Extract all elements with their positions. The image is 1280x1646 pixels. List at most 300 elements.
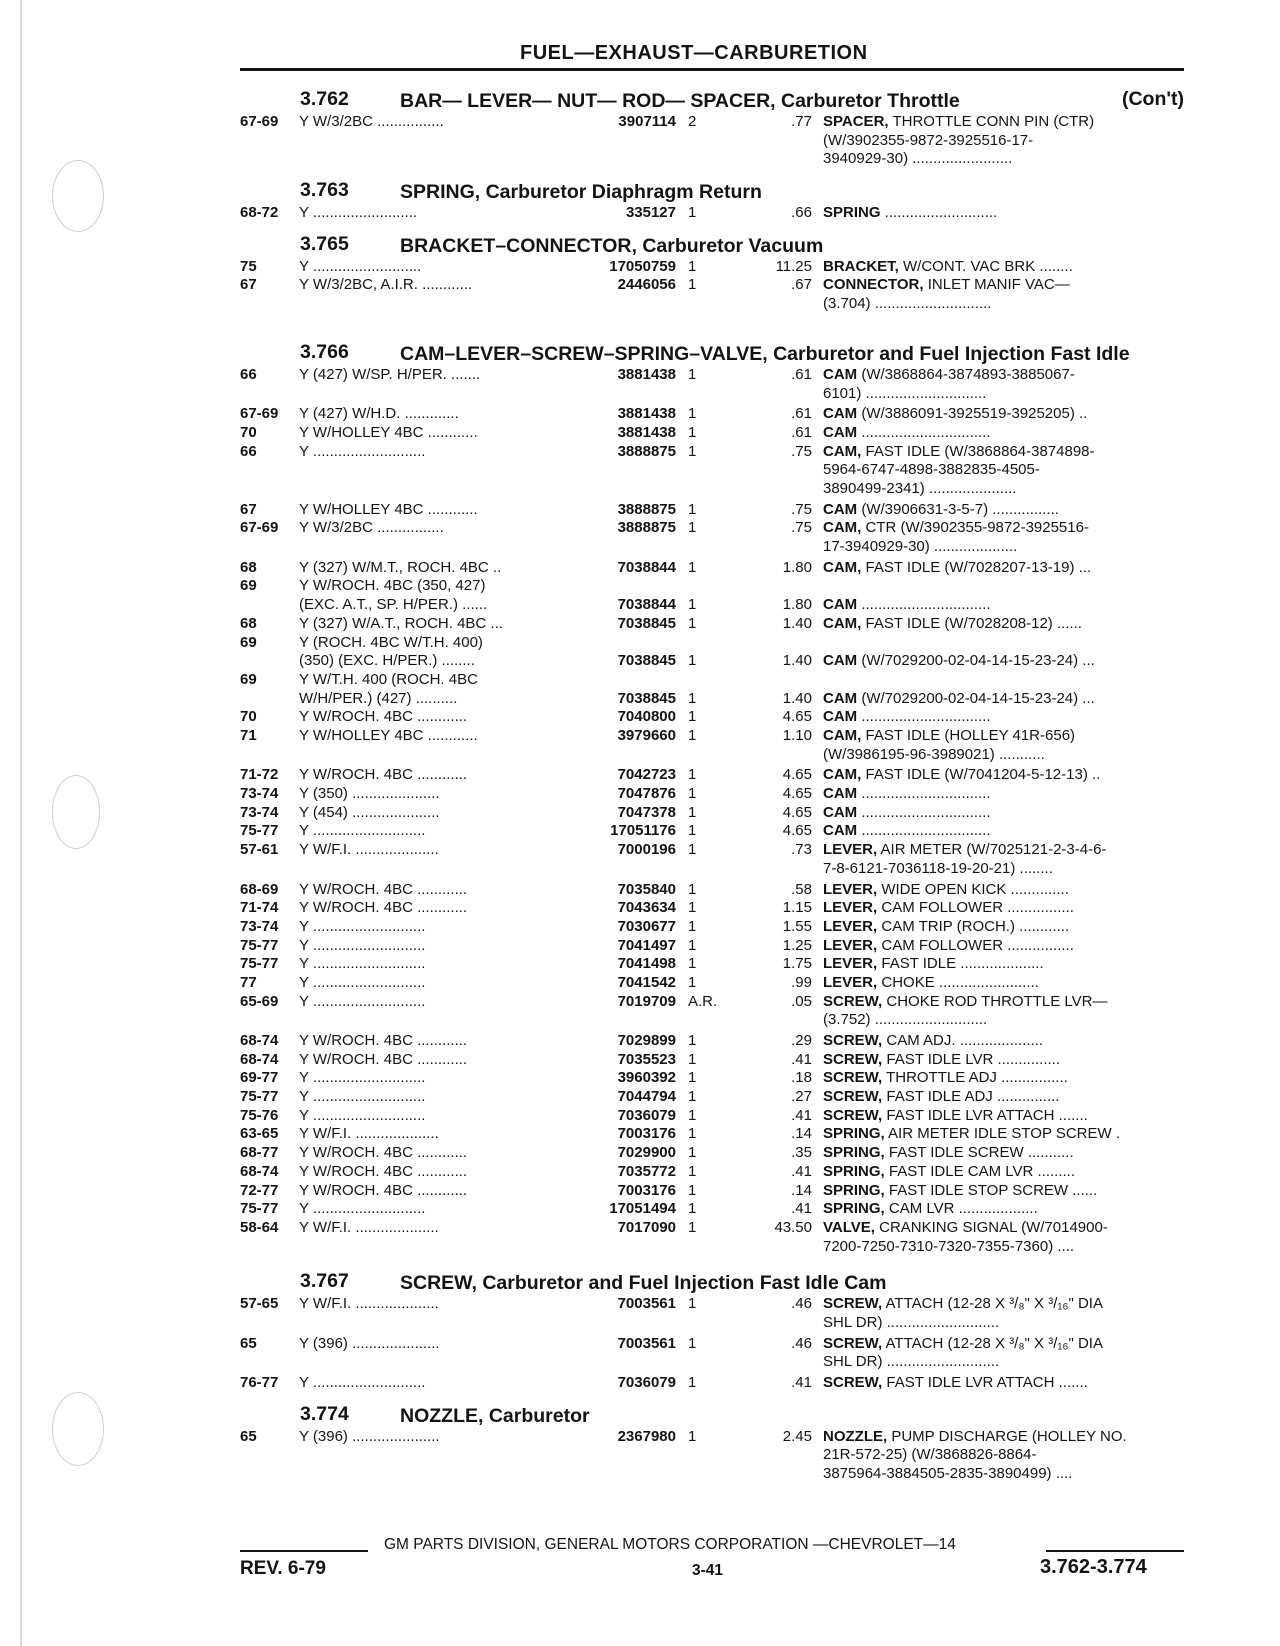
part-detail: CHOKE ........................ xyxy=(877,973,1039,991)
year-range: 68 xyxy=(240,558,257,576)
description-line xyxy=(823,295,1184,314)
part-name: CAM xyxy=(823,822,858,840)
model-application: Y ........................... xyxy=(299,1200,426,1218)
quantity: 1 xyxy=(688,899,697,917)
quantity: 1 xyxy=(688,1050,697,1068)
part-row xyxy=(240,1125,1184,1144)
quantity: 1 xyxy=(688,1295,697,1313)
part-name: CAM, xyxy=(823,766,862,784)
part-detail: ATTACH (12-28 X ³/₈" X ³/₁₆" DIA xyxy=(882,1334,1103,1352)
price: .75 xyxy=(791,519,812,537)
part-row xyxy=(240,596,1184,615)
header-rule xyxy=(240,68,1184,71)
part-description xyxy=(823,1051,1184,1070)
part-row xyxy=(240,204,1184,223)
part-row xyxy=(240,804,1184,823)
description-line xyxy=(823,1465,1184,1484)
part-description xyxy=(823,974,1184,993)
footer-rule-right xyxy=(1046,1550,1184,1552)
price: .67 xyxy=(791,276,812,294)
description-line xyxy=(823,501,1184,520)
model-application: Y ........................... xyxy=(299,973,426,991)
description-line xyxy=(823,113,1184,132)
description-line xyxy=(823,841,1184,860)
part-number: 7038844 xyxy=(617,558,676,576)
quantity: 1 xyxy=(688,822,697,840)
section-number: 3.766 xyxy=(300,340,349,363)
description-line xyxy=(823,1219,1184,1238)
part-detail: SHL DR) ........................... xyxy=(823,1314,1000,1331)
model-application: Y W/F.I. .................... xyxy=(299,1125,439,1143)
price: .61 xyxy=(791,365,812,383)
year-range: 70 xyxy=(240,708,257,726)
part-detail: FAST IDLE (HOLLEY 41R-656) xyxy=(861,726,1076,744)
part-name: SPRING, xyxy=(823,1144,885,1162)
part-detail: (W/7029200-02-04-14-15-23-24) ... xyxy=(857,652,1095,670)
section-title: SCREW, Carburetor and Fuel Injection Fast Idle Cam xyxy=(400,1272,887,1295)
part-detail: ............................... xyxy=(857,596,991,614)
description-line xyxy=(823,538,1184,557)
section-header xyxy=(240,1262,1184,1295)
model-application: Y W/3/2BC, A.I.R. ............ xyxy=(299,276,473,294)
model-application: Y W/3/2BC ................ xyxy=(299,519,444,537)
description-line xyxy=(823,881,1184,900)
description-line xyxy=(823,276,1184,295)
price: 4.65 xyxy=(782,803,812,821)
part-row xyxy=(240,1144,1184,1163)
part-detail: SHL DR) ........................... xyxy=(823,1353,1000,1371)
part-description xyxy=(823,424,1184,443)
price: 1.40 xyxy=(782,689,812,707)
model-application: Y W/ROCH. 4BC ............ xyxy=(299,766,468,784)
year-range: 66 xyxy=(240,365,257,383)
price: 1.55 xyxy=(782,917,812,935)
description-line xyxy=(823,1032,1184,1051)
part-row xyxy=(240,881,1184,900)
year-range: 68-69 xyxy=(240,880,279,898)
section-number: 3.762 xyxy=(300,88,349,110)
part-name: CONNECTOR, xyxy=(823,276,924,294)
part-detail: FAST IDLE (W/7041204-5-12-13) .. xyxy=(861,766,1101,784)
quantity: 1 xyxy=(688,1427,697,1445)
part-description xyxy=(823,113,1184,169)
quantity: 1 xyxy=(688,689,697,707)
part-row xyxy=(240,1163,1184,1182)
part-number: 7047378 xyxy=(617,803,676,821)
part-number: 7003176 xyxy=(617,1181,676,1199)
price: 1.80 xyxy=(782,596,812,614)
part-detail: W/CONT. VAC BRK ........ xyxy=(898,257,1073,275)
part-row xyxy=(240,955,1184,974)
part-row xyxy=(240,443,1184,499)
model-application: Y W/ROCH. 4BC (350, 427) xyxy=(299,577,486,595)
part-row xyxy=(240,918,1184,937)
year-range: 70 xyxy=(240,423,257,441)
quantity: 1 xyxy=(688,405,697,423)
part-description xyxy=(823,708,1184,727)
part-detail: CAM FOLLOWER ................ xyxy=(877,936,1074,954)
price: .66 xyxy=(791,204,812,222)
part-description xyxy=(823,918,1184,937)
model-application: Y W/T.H. 400 (ROCH. 4BC xyxy=(299,670,478,688)
part-name: CAM, xyxy=(823,519,862,537)
part-row xyxy=(240,1051,1184,1070)
part-detail: 7200-7250-7310-7320-7355-7360) .... xyxy=(823,1237,1075,1255)
description-line xyxy=(823,652,1184,671)
part-detail: (W/7029200-02-04-14-15-23-24) ... xyxy=(857,689,1095,707)
part-detail: AIR METER (W/7025121-2-3-4-6- xyxy=(877,841,1107,859)
model-application: Y ........................... xyxy=(299,936,426,954)
part-number: 17051494 xyxy=(609,1200,676,1218)
description-line xyxy=(823,785,1184,804)
part-row xyxy=(240,501,1184,520)
description-line xyxy=(823,860,1184,879)
price: 4.65 xyxy=(782,785,812,803)
part-row xyxy=(240,1182,1184,1201)
part-description xyxy=(823,1335,1184,1372)
part-name: SCREW, xyxy=(823,1334,883,1352)
part-number: 17050759 xyxy=(609,257,676,275)
year-range: 67 xyxy=(240,500,257,518)
section-header xyxy=(240,225,1184,258)
description-line xyxy=(823,1088,1184,1107)
part-description xyxy=(823,690,1184,709)
year-range: 75-77 xyxy=(240,955,279,973)
part-description xyxy=(823,727,1184,764)
model-application: Y ........................... xyxy=(299,442,426,460)
part-description xyxy=(823,443,1184,499)
binder-hole-mark xyxy=(52,160,104,232)
part-detail: (W/3886091-3925519-3925205) .. xyxy=(857,405,1088,423)
year-range: 67 xyxy=(240,276,257,294)
year-range: 65 xyxy=(240,1427,257,1445)
part-description xyxy=(823,766,1184,785)
part-description xyxy=(823,519,1184,556)
price: .46 xyxy=(791,1334,812,1352)
quantity: 1 xyxy=(688,803,697,821)
part-detail: CAM FOLLOWER ................ xyxy=(877,899,1074,917)
part-row xyxy=(240,1069,1184,1088)
part-row xyxy=(240,424,1184,443)
description-line xyxy=(823,690,1184,709)
part-detail: ............................... xyxy=(857,822,991,840)
model-application: Y W/F.I. .................... xyxy=(299,841,439,859)
parts-listing xyxy=(240,80,1184,1486)
model-application: Y (427) W/H.D. ............. xyxy=(299,405,459,423)
price: .77 xyxy=(791,113,812,130)
year-range: 63-65 xyxy=(240,1125,279,1143)
binder-hole-mark xyxy=(52,1392,104,1466)
part-name: CAM, xyxy=(823,442,862,460)
description-line xyxy=(823,1125,1184,1144)
footer-rule-left xyxy=(240,1550,368,1552)
description-line xyxy=(823,974,1184,993)
model-application: Y .......................... xyxy=(299,257,422,275)
quantity: 1 xyxy=(688,204,697,222)
quantity: 1 xyxy=(688,257,697,275)
part-detail: FAST IDLE STOP SCREW ...... xyxy=(884,1181,1098,1199)
part-number: 7030677 xyxy=(617,917,676,935)
part-row xyxy=(240,671,1184,690)
year-range: 72-77 xyxy=(240,1181,279,1199)
part-number: 7041497 xyxy=(617,936,676,954)
model-application: Y W/F.I. .................... xyxy=(299,1295,439,1313)
part-row xyxy=(240,766,1184,785)
model-application: Y (327) W/A.T., ROCH. 4BC ... xyxy=(299,614,503,632)
section-header xyxy=(240,320,1184,366)
part-description xyxy=(823,955,1184,974)
model-application: Y (427) W/SP. H/PER. ....... xyxy=(299,365,481,383)
description-line xyxy=(823,405,1184,424)
description-line xyxy=(823,1335,1184,1354)
part-row xyxy=(240,993,1184,1030)
price: .18 xyxy=(791,1069,812,1087)
part-number: 3888875 xyxy=(617,500,676,518)
section-header xyxy=(240,171,1184,204)
part-description xyxy=(823,258,1184,277)
description-line xyxy=(823,1353,1184,1372)
part-detail: (W/3986195-96-3989021) ........... xyxy=(823,745,1045,763)
part-number: 7003561 xyxy=(617,1334,676,1352)
part-description xyxy=(823,596,1184,615)
part-number: 7036079 xyxy=(617,1106,676,1124)
description-line xyxy=(823,424,1184,443)
section-title: SPRING, Carburetor Diaphragm Return xyxy=(400,181,762,204)
part-detail: 6101) ............................. xyxy=(823,384,987,402)
description-line xyxy=(823,804,1184,823)
year-range: 69-77 xyxy=(240,1069,279,1087)
part-row xyxy=(240,113,1184,169)
year-range: 75-77 xyxy=(240,1088,279,1106)
part-number: 7017090 xyxy=(617,1218,676,1236)
price: 11.25 xyxy=(775,257,812,275)
price: .27 xyxy=(791,1088,812,1106)
year-range: 75-76 xyxy=(240,1106,279,1124)
part-detail: 3875964-3884505-2835-3890499) .... xyxy=(823,1465,1073,1483)
part-detail: 5964-6747-4898-3882835-4505- xyxy=(823,461,1040,479)
price: 4.65 xyxy=(782,822,812,840)
part-number: 7035840 xyxy=(617,880,676,898)
part-number: 7029899 xyxy=(617,1032,676,1050)
model-application: Y W/ROCH. 4BC ............ xyxy=(299,1050,468,1068)
description-line xyxy=(823,918,1184,937)
section-title: NOZZLE, Carburetor xyxy=(400,1404,590,1427)
part-detail: ............................... xyxy=(857,785,991,803)
part-detail: CRANKING SIGNAL (W/7014900- xyxy=(874,1218,1108,1236)
model-application: Y (350) ..................... xyxy=(299,785,440,803)
part-description xyxy=(823,1088,1184,1107)
part-name: CAM xyxy=(823,689,858,707)
quantity: 1 xyxy=(688,785,697,803)
quantity: 1 xyxy=(688,276,697,294)
description-line xyxy=(823,461,1184,480)
part-name: SCREW, xyxy=(823,1106,883,1124)
part-row xyxy=(240,841,1184,878)
quantity: 1 xyxy=(688,500,697,518)
part-number: 7019709 xyxy=(617,992,676,1010)
model-application: Y ........................... xyxy=(299,1374,426,1392)
price: .75 xyxy=(791,500,812,518)
price: .99 xyxy=(791,973,812,991)
part-name: CAM xyxy=(823,785,858,803)
quantity: 1 xyxy=(688,1106,697,1124)
quantity: 1 xyxy=(688,614,697,632)
model-application: Y W/HOLLEY 4BC ............ xyxy=(299,423,478,441)
description-line xyxy=(823,258,1184,277)
scan-edge-line xyxy=(20,0,22,1646)
quantity: 1 xyxy=(688,841,697,859)
description-line xyxy=(823,1374,1184,1393)
model-application: Y ........................... xyxy=(299,992,426,1010)
part-description xyxy=(823,1374,1184,1393)
year-range: 68-72 xyxy=(240,204,279,222)
price: .41 xyxy=(791,1374,812,1392)
part-name: CAM xyxy=(823,708,858,726)
part-row xyxy=(240,559,1184,578)
part-number: 7041498 xyxy=(617,955,676,973)
year-range: 67-69 xyxy=(240,113,279,130)
part-number: 3881438 xyxy=(617,405,676,423)
part-description xyxy=(823,652,1184,671)
part-number: 3979660 xyxy=(617,726,676,744)
quantity: 1 xyxy=(688,708,697,726)
part-row xyxy=(240,785,1184,804)
model-application: Y (396) ..................... xyxy=(299,1427,440,1445)
model-application: Y ........................... xyxy=(299,1069,426,1087)
section-header xyxy=(240,80,1184,113)
section-range: 3.762-3.774 xyxy=(1040,1556,1147,1578)
model-application: Y W/ROCH. 4BC ............ xyxy=(299,1181,468,1199)
part-name: SPRING, xyxy=(823,1162,885,1180)
part-name: SPRING xyxy=(823,204,881,222)
part-row xyxy=(240,727,1184,764)
part-detail: ............................... xyxy=(857,708,991,726)
description-line xyxy=(823,366,1184,385)
part-name: CAM xyxy=(823,596,858,614)
part-number: 7036079 xyxy=(617,1374,676,1392)
price: .05 xyxy=(791,992,812,1010)
part-detail: FAST IDLE CAM LVR ......... xyxy=(884,1162,1076,1180)
year-range: 71-74 xyxy=(240,899,279,917)
part-detail: 17-3940929-30) .................... xyxy=(823,538,1018,556)
part-number: 3881438 xyxy=(617,423,676,441)
part-row xyxy=(240,519,1184,556)
part-number: 7040800 xyxy=(617,708,676,726)
model-application: Y W/HOLLEY 4BC ............ xyxy=(299,726,478,744)
description-line xyxy=(823,708,1184,727)
price: .41 xyxy=(791,1106,812,1124)
part-row xyxy=(240,577,1184,596)
year-range: 68-74 xyxy=(240,1162,279,1180)
part-row xyxy=(240,899,1184,918)
part-name: CAM xyxy=(823,365,858,383)
price: 4.65 xyxy=(782,708,812,726)
part-description xyxy=(823,881,1184,900)
publisher-line: GM PARTS DIVISION, GENERAL MOTORS CORPORATION —CHEVROLET—14 xyxy=(384,1536,956,1553)
part-detail: FAST IDLE SCREW ........... xyxy=(884,1144,1074,1162)
part-row xyxy=(240,1335,1184,1372)
part-name: LEVER, xyxy=(823,880,878,898)
description-line xyxy=(823,385,1184,404)
year-range: 73-74 xyxy=(240,917,279,935)
description-line xyxy=(823,1295,1184,1314)
part-row xyxy=(240,937,1184,956)
description-line xyxy=(823,727,1184,746)
part-detail: FAST IDLE LVR ............... xyxy=(882,1050,1061,1068)
quantity: 1 xyxy=(688,652,697,670)
description-line xyxy=(823,519,1184,538)
part-detail: CHOKE ROD THROTTLE LVR— xyxy=(882,992,1108,1010)
quantity: 1 xyxy=(688,558,697,576)
model-application: Y ........................... xyxy=(299,822,426,840)
description-line xyxy=(823,480,1184,499)
part-number: 7003176 xyxy=(617,1125,676,1143)
price: 2.45 xyxy=(782,1427,812,1445)
part-name: SCREW, xyxy=(823,1374,883,1392)
part-description xyxy=(823,501,1184,520)
price: .58 xyxy=(791,880,812,898)
year-range: 57-65 xyxy=(240,1295,279,1313)
year-range: 69 xyxy=(240,670,257,688)
part-detail: FAST IDLE .................... xyxy=(877,955,1044,973)
part-description xyxy=(823,1163,1184,1182)
year-range: 67-69 xyxy=(240,405,279,423)
year-range: 57-61 xyxy=(240,841,279,859)
description-line xyxy=(823,899,1184,918)
model-application: Y (396) ..................... xyxy=(299,1334,440,1352)
description-line xyxy=(823,746,1184,765)
part-name: BRACKET, xyxy=(823,257,899,275)
part-detail: WIDE OPEN KICK .............. xyxy=(877,880,1069,898)
part-number: 7038844 xyxy=(617,596,676,614)
part-number: 7043634 xyxy=(617,899,676,917)
description-line xyxy=(823,766,1184,785)
quantity: 1 xyxy=(688,955,697,973)
part-description xyxy=(823,1428,1184,1484)
part-detail: CAM TRIP (ROCH.) ............ xyxy=(877,917,1070,935)
part-name: CAM xyxy=(823,500,858,518)
continued-label: (Con't) xyxy=(1121,88,1184,110)
part-detail: (W/3906631-3-5-7) ................ xyxy=(857,500,1059,518)
quantity: 1 xyxy=(688,1069,697,1087)
year-range: 66 xyxy=(240,442,257,460)
part-number: 7047876 xyxy=(617,785,676,803)
model-application: (EXC. A.T., SP. H/PER.) ...... xyxy=(299,596,488,614)
part-number: 7038845 xyxy=(617,689,676,707)
part-row xyxy=(240,276,1184,313)
year-range: 68 xyxy=(240,614,257,632)
description-line xyxy=(823,1314,1184,1333)
part-number: 3888875 xyxy=(617,519,676,537)
price: .35 xyxy=(791,1144,812,1162)
part-name: SCREW, xyxy=(823,992,883,1010)
part-name: CAM xyxy=(823,405,858,423)
quantity: 1 xyxy=(688,1181,697,1199)
part-row xyxy=(240,652,1184,671)
part-number: 335127 xyxy=(625,204,676,222)
year-range: 77 xyxy=(240,973,257,991)
description-line xyxy=(823,1446,1184,1465)
model-application: Y ........................... xyxy=(299,955,426,973)
year-range: 69 xyxy=(240,577,257,595)
model-application: Y W/ROCH. 4BC ............ xyxy=(299,1032,468,1050)
year-range: 75-77 xyxy=(240,1200,279,1218)
description-line xyxy=(823,596,1184,615)
description-line xyxy=(823,132,1184,151)
part-name: LEVER, xyxy=(823,917,878,935)
part-name: LEVER, xyxy=(823,936,878,954)
quantity: 1 xyxy=(688,1162,697,1180)
